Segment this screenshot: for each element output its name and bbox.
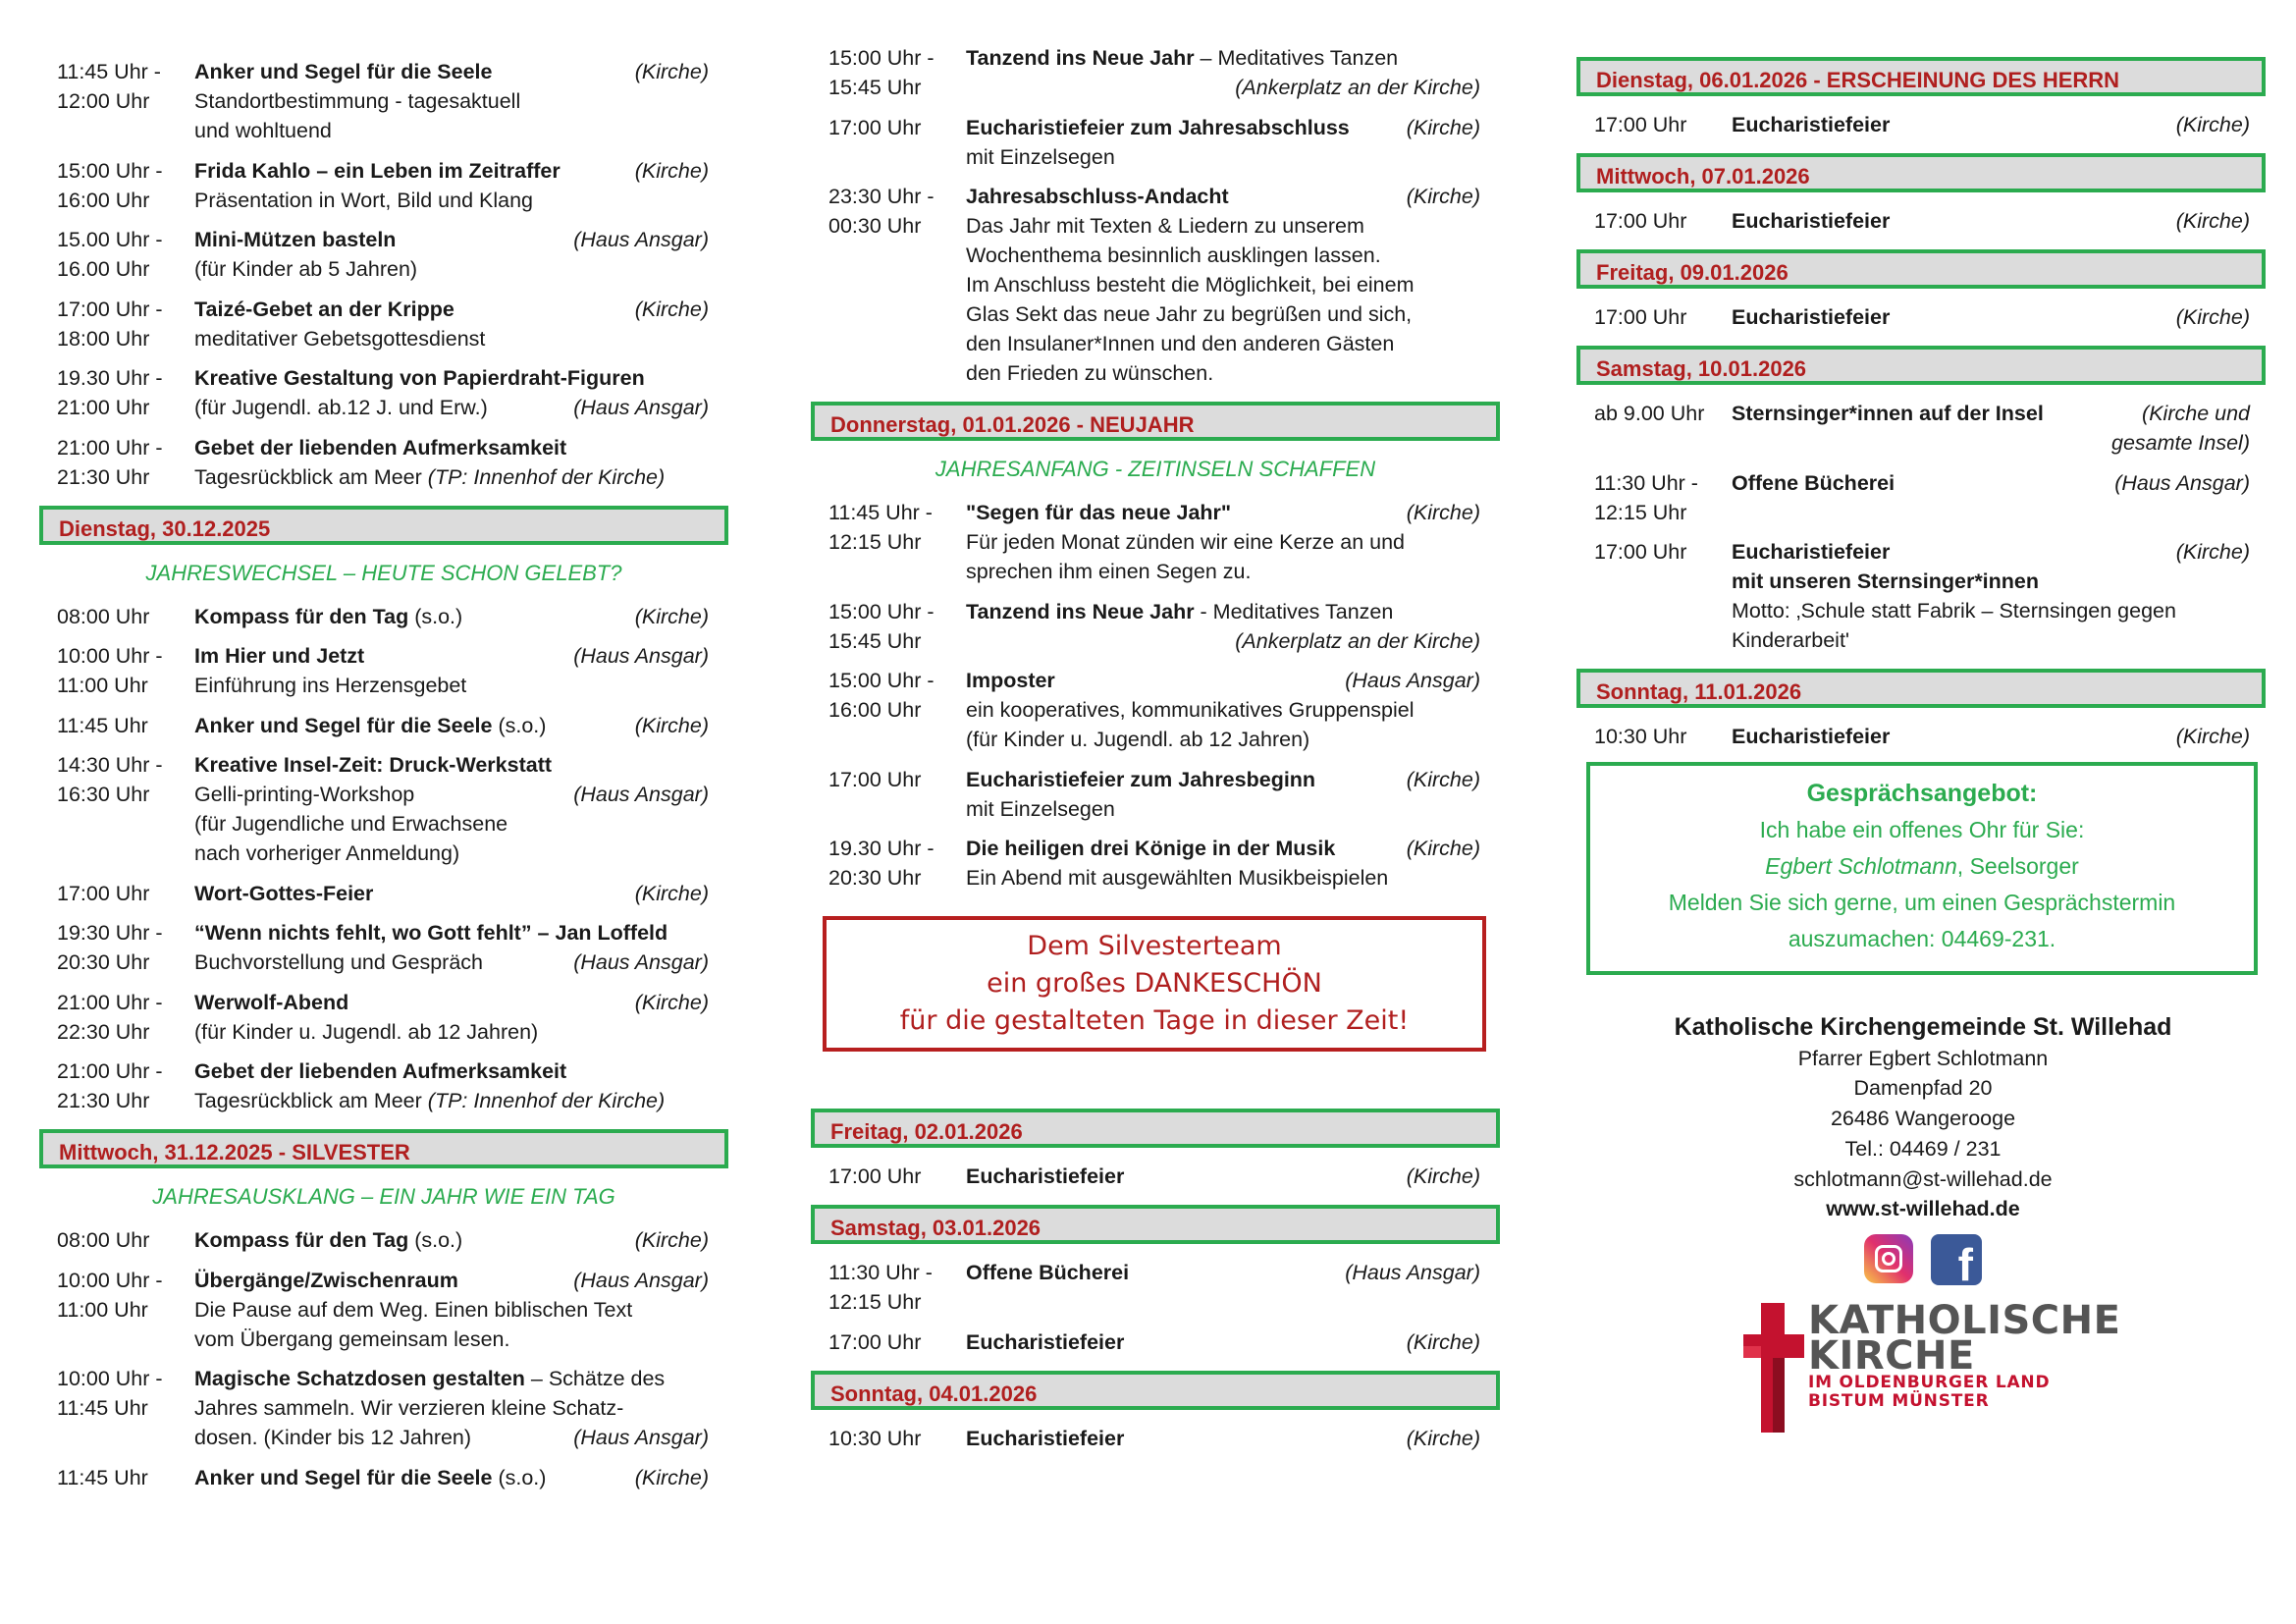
event-row [811,1162,1500,1191]
event-time: 15.00 Uhr - 16.00 Uhr [57,228,163,281]
event-title-text: Wort-Gottes-Feier [194,881,374,905]
event-description: Motto: ‚Schule statt Fabrik – Sternsingen gegen Kinderarbeit' [1732,599,2176,652]
event-location [709,750,728,780]
event-time: 21:00 Uhr - 21:30 Uhr [57,1059,163,1112]
thanks-line: für die gestalteten Tage in dieser Zeit! [899,1005,1410,1036]
event-time: 17:00 Uhr [1594,305,1687,329]
event-location: (Kirche) [634,990,709,1014]
event-title [966,1327,1407,1357]
event-description: Die Pause auf dem Weg. Einen biblischen Text vom Übergang gemeinsam lesen. [194,1297,633,1351]
contact-city: 26486 Wangerooge [1830,1107,2016,1131]
event-title-text: Imposter [966,669,1055,692]
event-row [39,750,728,868]
event-row [811,1424,1500,1453]
event-title [1732,302,2176,332]
event-location: (Kirche und gesamte Insel) [2110,402,2250,455]
event-title [194,156,635,186]
event-time: ab 9.00 Uhr [1594,402,1705,425]
event-title-text: Eucharistiefeier [966,1426,1125,1450]
event-row [1576,302,2269,332]
event-row [39,225,728,284]
event-location: (Kirche) [1406,1164,1480,1188]
event-title [194,1225,635,1255]
event-title [966,43,1480,73]
event-title [194,602,635,631]
column-3 [1576,43,2269,1433]
event-row [1576,110,2269,139]
day-heading: Dienstag, 30.12.2025 [39,506,728,545]
event-location [709,433,728,462]
event-location: (Kirche) [1406,185,1480,208]
event-description: mit Einzelsegen [966,144,1115,169]
event-title [1732,399,2111,458]
event-title [194,225,573,254]
event-title [1732,537,2176,596]
event-time: 19:30 Uhr - 20:30 Uhr [57,921,163,974]
event-title [966,834,1407,863]
event-row [39,1463,728,1492]
event-time: 11:30 Uhr - 12:15 Uhr [1594,470,1698,524]
event-description: Das Jahr mit Texten & Liedern zu unserem Wochenthema besinnlich ausklingen lassen. Im Anschluss besteht die Möglichkeit, bei einem Glas Sekt das neue Jahr zu begrüßen und sich, den Insulaner*Innen und den anderen Gästen den Frieden zu wünschen. [966,214,1415,385]
logo-text [1808,1298,2121,1412]
event-time: 11:45 Uhr - 12:00 Uhr [57,60,161,113]
day-theme: JAHRESAUSKLANG – EIN JAHR WIE EIN TAG [152,1184,615,1209]
event-row [39,711,728,740]
event-description: Für jeden Monat zünden wir eine Kerze an und sprechen ihm einen Segen zu. [966,530,1405,583]
event-location-secondary: (Haus Ansgar) [573,396,709,419]
event-description-left: Gelli-printing-Workshop [194,783,415,806]
logo-line: KIRCHE [1808,1333,1975,1380]
contact-block [1576,1010,2269,1225]
event-title-text: Kreative Insel-Zeit: Druck-Werkstatt [194,753,553,777]
event-description: Einführung ins Herzensgebet [194,674,467,697]
conversation-offer-heading: Gesprächsangebot: [1806,779,2038,807]
event-location-secondary: (Haus Ansgar) [573,783,709,806]
event-description-left: Buchvorstellung und Gespräch [194,950,484,974]
event-location: (Kirche) [634,713,709,737]
facebook-icon: f [1931,1234,1982,1285]
event-row [1576,468,2269,527]
event-time: 17:00 Uhr [1594,113,1687,136]
event-description-left: dosen. (Kinder bis 12 Jahren) [194,1426,472,1449]
logo-line: IM OLDENBURGER LAND [1808,1373,2051,1393]
event-row [811,182,1500,388]
event-time: 17:00 Uhr [1594,540,1687,564]
event-title-text: Gebet der liebenden Aufmerksamkeit [194,1059,567,1083]
event-location: (Haus Ansgar) [573,644,709,668]
contact-street: Damenpfad 20 [1853,1076,1993,1101]
event-row [1576,537,2269,655]
event-time: 11:45 Uhr [57,1465,148,1489]
event-location: (Kirche) [634,1228,709,1252]
event-row [39,1056,728,1115]
day-heading: Sonntag, 11.01.2026 [1576,669,2266,708]
event-title [194,711,635,740]
event-title-text: Eucharistiefeier mit unseren Sternsinger*innen [1732,540,2040,593]
event-location: (Kirche) [634,1465,709,1489]
event-title-text: Jahresabschluss-Andacht [966,185,1229,208]
pastoral-role: , Seelsorger [1956,852,2079,879]
event-location: (Kirche) [1406,837,1480,860]
event-title-text: Kreative Gestaltung von Papierdraht-Figuren [194,366,645,390]
event-time: 15:00 Uhr - 15:45 Uhr [828,46,934,99]
parish-name: Katholische Kirchengemeinde St. Willehad [1674,1012,2172,1041]
event-location [709,1056,728,1086]
event-location: (Kirche) [634,881,709,905]
event-title [194,1364,709,1393]
event-title-text: Werwolf-Abend [194,990,349,1014]
day-heading: Donnerstag, 01.01.2026 - NEUJAHR [811,402,1500,441]
event-time: 10:30 Uhr [828,1426,922,1450]
event-time: 17:00 Uhr [828,1329,922,1354]
event-time: 10:30 Uhr [1594,725,1687,748]
event-title [966,1162,1407,1191]
event-title [194,363,709,393]
event-row [39,156,728,215]
event-row [811,834,1500,893]
conversation-offer-line: Ich habe ein offenes Ohr für Sie: [1759,816,2085,842]
event-location: (Kirche) [634,604,709,628]
event-row [39,988,728,1047]
event-time: 17:00 Uhr - 18:00 Uhr [57,297,163,351]
event-title-text: Eucharistiefeier [1732,725,1891,748]
event-title-text: Eucharistiefeier zum Jahresabschluss [966,115,1350,139]
event-title [1732,468,2114,498]
event-title [194,988,635,1017]
event-title-text: Tanzend ins Neue Jahr [966,46,1195,70]
thanks-line: Dem Silvesterteam [1027,931,1282,961]
instagram-icon [1864,1234,1913,1283]
event-title [966,765,1407,794]
column-1 [39,57,728,1502]
event-title-text: Eucharistiefeier zum Jahresbeginn [966,767,1316,791]
event-title-suffix: - Meditatives Tanzen [1194,599,1394,623]
day-heading: Freitag, 02.01.2026 [811,1109,1500,1148]
event-description: (für Kinder ab 5 Jahren) [194,257,418,281]
day-heading: Samstag, 03.01.2026 [811,1205,1500,1244]
event-description: mit Einzelsegen [966,796,1115,821]
event-title-text: Im Hier und Jetzt [194,644,365,668]
event-time: 14:30 Uhr - 16:30 Uhr [57,753,163,806]
event-title-suffix: (s.o.) [492,713,547,737]
day-theme: JAHRESWECHSEL – HEUTE SCHON GELEBT? [145,560,622,585]
event-title [194,641,573,671]
event-time: 17:00 Uhr [828,767,922,791]
contact-pastor: Pfarrer Egbert Schlotmann [1797,1046,2049,1070]
event-title-suffix: (s.o.) [408,604,463,628]
event-location: (Kirche) [2175,209,2250,233]
event-title [194,750,709,780]
day-heading: Freitag, 09.01.2026 [1576,249,2266,289]
event-row [39,1266,728,1354]
event-time: 08:00 Uhr [57,604,150,628]
event-location: (Haus Ansgar) [1345,1261,1480,1284]
event-location: (Kirche) [2175,725,2250,748]
event-title-text: "Segen für das neue Jahr" [966,501,1232,524]
event-description [194,1086,728,1115]
event-location: (Haus Ansgar) [1345,669,1480,692]
event-description-text: Tagesrückblick am Meer [194,1089,428,1112]
conversation-offer-contact [1590,848,2254,885]
event-title-text: Mini-Mützen basteln [194,228,397,251]
cross-logo-icon [1743,1303,1804,1433]
event-location: (Kirche) [1406,1426,1480,1450]
event-row [39,602,728,631]
event-description: meditativer Gebetsgottesdienst [194,326,486,351]
day-theme: JAHRESANFANG - ZEITINSELN SCHAFFEN [934,457,1376,481]
logo-line: BISTUM MÜNSTER [1808,1391,1990,1412]
event-location: (Kirche) [1406,115,1480,139]
event-row [39,641,728,700]
column-2 [811,43,1500,1463]
day-heading: Mittwoch, 07.01.2026 [1576,153,2266,192]
event-time: 15:00 Uhr - 15:45 Uhr [828,599,934,653]
event-title-suffix: – Meditatives Tanzen [1194,46,1399,70]
event-title-text: Anker und Segel für die Seele [194,1465,493,1489]
event-row [39,57,728,145]
event-description: ein kooperatives, kommunikatives Gruppenspiel (für Kinder u. Jugendl. ab 12 Jahren) [966,698,1415,751]
event-title-suffix: – Schätze des [524,1367,666,1390]
event-title-suffix: (s.o.) [408,1228,463,1252]
thanks-box [823,916,1486,1052]
event-location: (Kirche) [2175,305,2250,329]
event-time: 11:30 Uhr - 12:15 Uhr [828,1261,933,1314]
event-title-text: Offene Bücherei [966,1261,1130,1284]
event-description-row [966,73,1500,102]
day-heading: Samstag, 10.01.2026 [1576,346,2266,385]
event-description-text: Tagesrückblick am Meer [194,464,428,489]
event-location-secondary: (Haus Ansgar) [573,1426,709,1449]
social-icons [1576,1234,2269,1285]
contact-website: www.st-willehad.de [1826,1197,2020,1221]
event-row [811,597,1500,656]
event-title-text: Tanzend ins Neue Jahr [966,599,1195,623]
event-time: 11:45 Uhr [57,713,148,737]
event-description-row [194,947,728,977]
event-row [39,1364,728,1452]
event-title [194,1056,709,1086]
event-time: 17:00 Uhr [828,115,922,139]
event-title-text: Sternsinger*innen auf der Insel [1732,402,2044,425]
event-location [709,363,728,393]
event-row [39,1225,728,1255]
event-time: 17:00 Uhr [828,1164,922,1188]
event-description: Ein Abend mit ausgewählten Musikbeispielen [966,866,1389,890]
event-row [39,363,728,422]
event-time: 19.30 Uhr - 20:30 Uhr [828,837,934,890]
event-title-text: Offene Bücherei [1732,470,1896,495]
event-row [811,43,1500,102]
event-row [811,765,1500,824]
event-time: 10:00 Uhr - 11:45 Uhr [57,1367,163,1420]
event-title [966,1424,1407,1453]
event-location: (Kirche) [2175,113,2250,136]
event-row [811,666,1500,754]
event-time: 23:30 Uhr - 00:30 Uhr [828,185,934,238]
event-title-text: Eucharistiefeier [1732,209,1891,233]
event-location-secondary: (Ankerplatz an der Kirche) [1235,76,1480,99]
event-title-text: Eucharistiefeier [966,1164,1125,1188]
event-title [194,1266,573,1295]
event-title-suffix: (s.o.) [492,1465,547,1489]
event-row [811,498,1500,586]
event-location: (Haus Ansgar) [573,1268,709,1292]
event-location: (Kirche) [1406,1329,1480,1354]
event-time: 08:00 Uhr [57,1228,150,1252]
conversation-offer-line: auszumachen: 04469-231. [1788,925,2056,951]
event-title [966,666,1345,695]
event-location: (Haus Ansgar) [2114,470,2250,495]
event-title [966,182,1407,211]
event-time: 21:00 Uhr - 22:30 Uhr [57,990,163,1044]
conversation-offer-line: Melden Sie sich gerne, um einen Gesprächstermin [1668,889,2176,915]
event-location: (Kirche) [1406,767,1480,791]
event-description-row [194,1423,728,1452]
event-row [39,295,728,353]
event-title-text: Eucharistiefeier [1732,113,1891,136]
event-title-text: Magische Schatzdosen gestalten [194,1367,525,1390]
event-title-text: Anker und Segel für die Seele [194,60,493,83]
event-time: 19.30 Uhr - 21:00 Uhr [57,366,163,419]
event-location: (Kirche) [2175,540,2250,564]
event-title [194,918,709,947]
event-title-text: Kompass für den Tag [194,604,409,628]
event-location [709,918,728,947]
event-description: Jahres sammeln. Wir verzieren kleine Schatz- [194,1396,624,1420]
event-time: 15:00 Uhr - 16:00 Uhr [828,669,934,722]
event-title-text: Taizé-Gebet an der Krippe [194,297,454,321]
event-row [1576,399,2269,458]
event-location [709,1364,728,1393]
event-time: 11:45 Uhr - 12:15 Uhr [828,501,933,554]
event-location: (Kirche) [634,60,709,83]
event-title [194,1463,635,1492]
day-heading: Sonntag, 04.01.2026 [811,1371,1500,1410]
event-location [1480,43,1500,73]
event-location: (Kirche) [634,297,709,321]
event-title-text: Übergänge/Zwischenraum [194,1268,458,1292]
event-row [39,879,728,908]
event-title [966,597,1480,626]
event-time: 17:00 Uhr [1594,209,1687,233]
event-title-text: Eucharistiefeier [1732,305,1891,329]
event-time: 17:00 Uhr [57,881,150,905]
event-title-text: Gebet der liebenden Aufmerksamkeit [194,435,567,460]
event-location: (Haus Ansgar) [573,228,709,251]
contact-email: schlotmann@st-willehad.de [1793,1166,2053,1191]
event-location: (Kirche) [634,158,709,183]
church-logo [1743,1298,2269,1433]
event-description: (für Kinder u. Jugendl. ab 12 Jahren) [194,1019,539,1044]
event-description-row [194,780,728,809]
event-row [811,1258,1500,1317]
event-location [1480,597,1500,626]
event-location-secondary: (Ankerplatz an der Kirche) [1235,628,1480,653]
event-title [194,295,635,324]
event-title [1732,722,2176,751]
event-title [1732,110,2176,139]
event-time: 21:00 Uhr - 21:30 Uhr [57,435,163,489]
event-description-left: (für Jugendl. ab.12 J. und Erw.) [194,396,488,419]
event-title [194,879,635,908]
event-title-text: Die heiligen drei Könige in der Musik [966,837,1336,860]
pastoral-name: Egbert Schlotmann [1765,852,1957,879]
logo-line: KATHOLISCHE [1808,1298,2121,1344]
event-time: 10:00 Uhr - 11:00 Uhr [57,644,163,697]
day-heading: Dienstag, 06.01.2026 - ERSCHEINUNG DES HERRN [1576,57,2266,96]
event-description-row [194,393,728,422]
event-row [811,1327,1500,1357]
event-row [39,918,728,977]
thanks-line: ein großes DANKESCHÖN [987,968,1322,999]
contact-tel: Tel.: 04469 / 231 [1844,1136,2002,1161]
event-title [966,498,1407,527]
event-title [1732,206,2176,236]
event-title [194,433,709,462]
day-heading: Mittwoch, 31.12.2025 - SILVESTER [39,1129,728,1168]
event-description [194,462,728,492]
event-title-text: Kompass für den Tag [194,1228,409,1252]
event-location: (Kirche) [1406,501,1480,524]
event-row [1576,206,2269,236]
event-row [39,433,728,492]
event-time: 15:00 Uhr - 16:00 Uhr [57,158,163,212]
event-meeting-point: (TP: Innenhof der Kirche) [427,464,666,489]
event-description: (für Jugendliche und Erwachsene nach vorheriger Anmeldung) [194,812,508,865]
event-row [811,113,1500,172]
event-description: Präsentation in Wort, Bild und Klang [194,188,533,212]
event-title-text: Anker und Segel für die Seele [194,713,493,737]
event-description-row [966,626,1500,656]
event-title-text: Frida Kahlo – ein Leben im Zeitraffer [194,158,561,183]
event-meeting-point: (TP: Innenhof der Kirche) [427,1089,666,1112]
event-row [1576,722,2269,751]
conversation-offer-box [1586,762,2258,975]
event-title-text: “Wenn nichts fehlt, wo Gott fehlt” – Jan Loffeld [194,921,668,945]
event-title [966,113,1407,142]
event-location-secondary: (Haus Ansgar) [573,950,709,974]
event-description: Standortbestimmung - tagesaktuell und wohltuend [194,89,521,142]
event-time: 10:00 Uhr - 11:00 Uhr [57,1268,163,1322]
event-title [966,1258,1345,1287]
event-title [194,57,635,86]
event-title-text: Eucharistiefeier [966,1329,1125,1354]
